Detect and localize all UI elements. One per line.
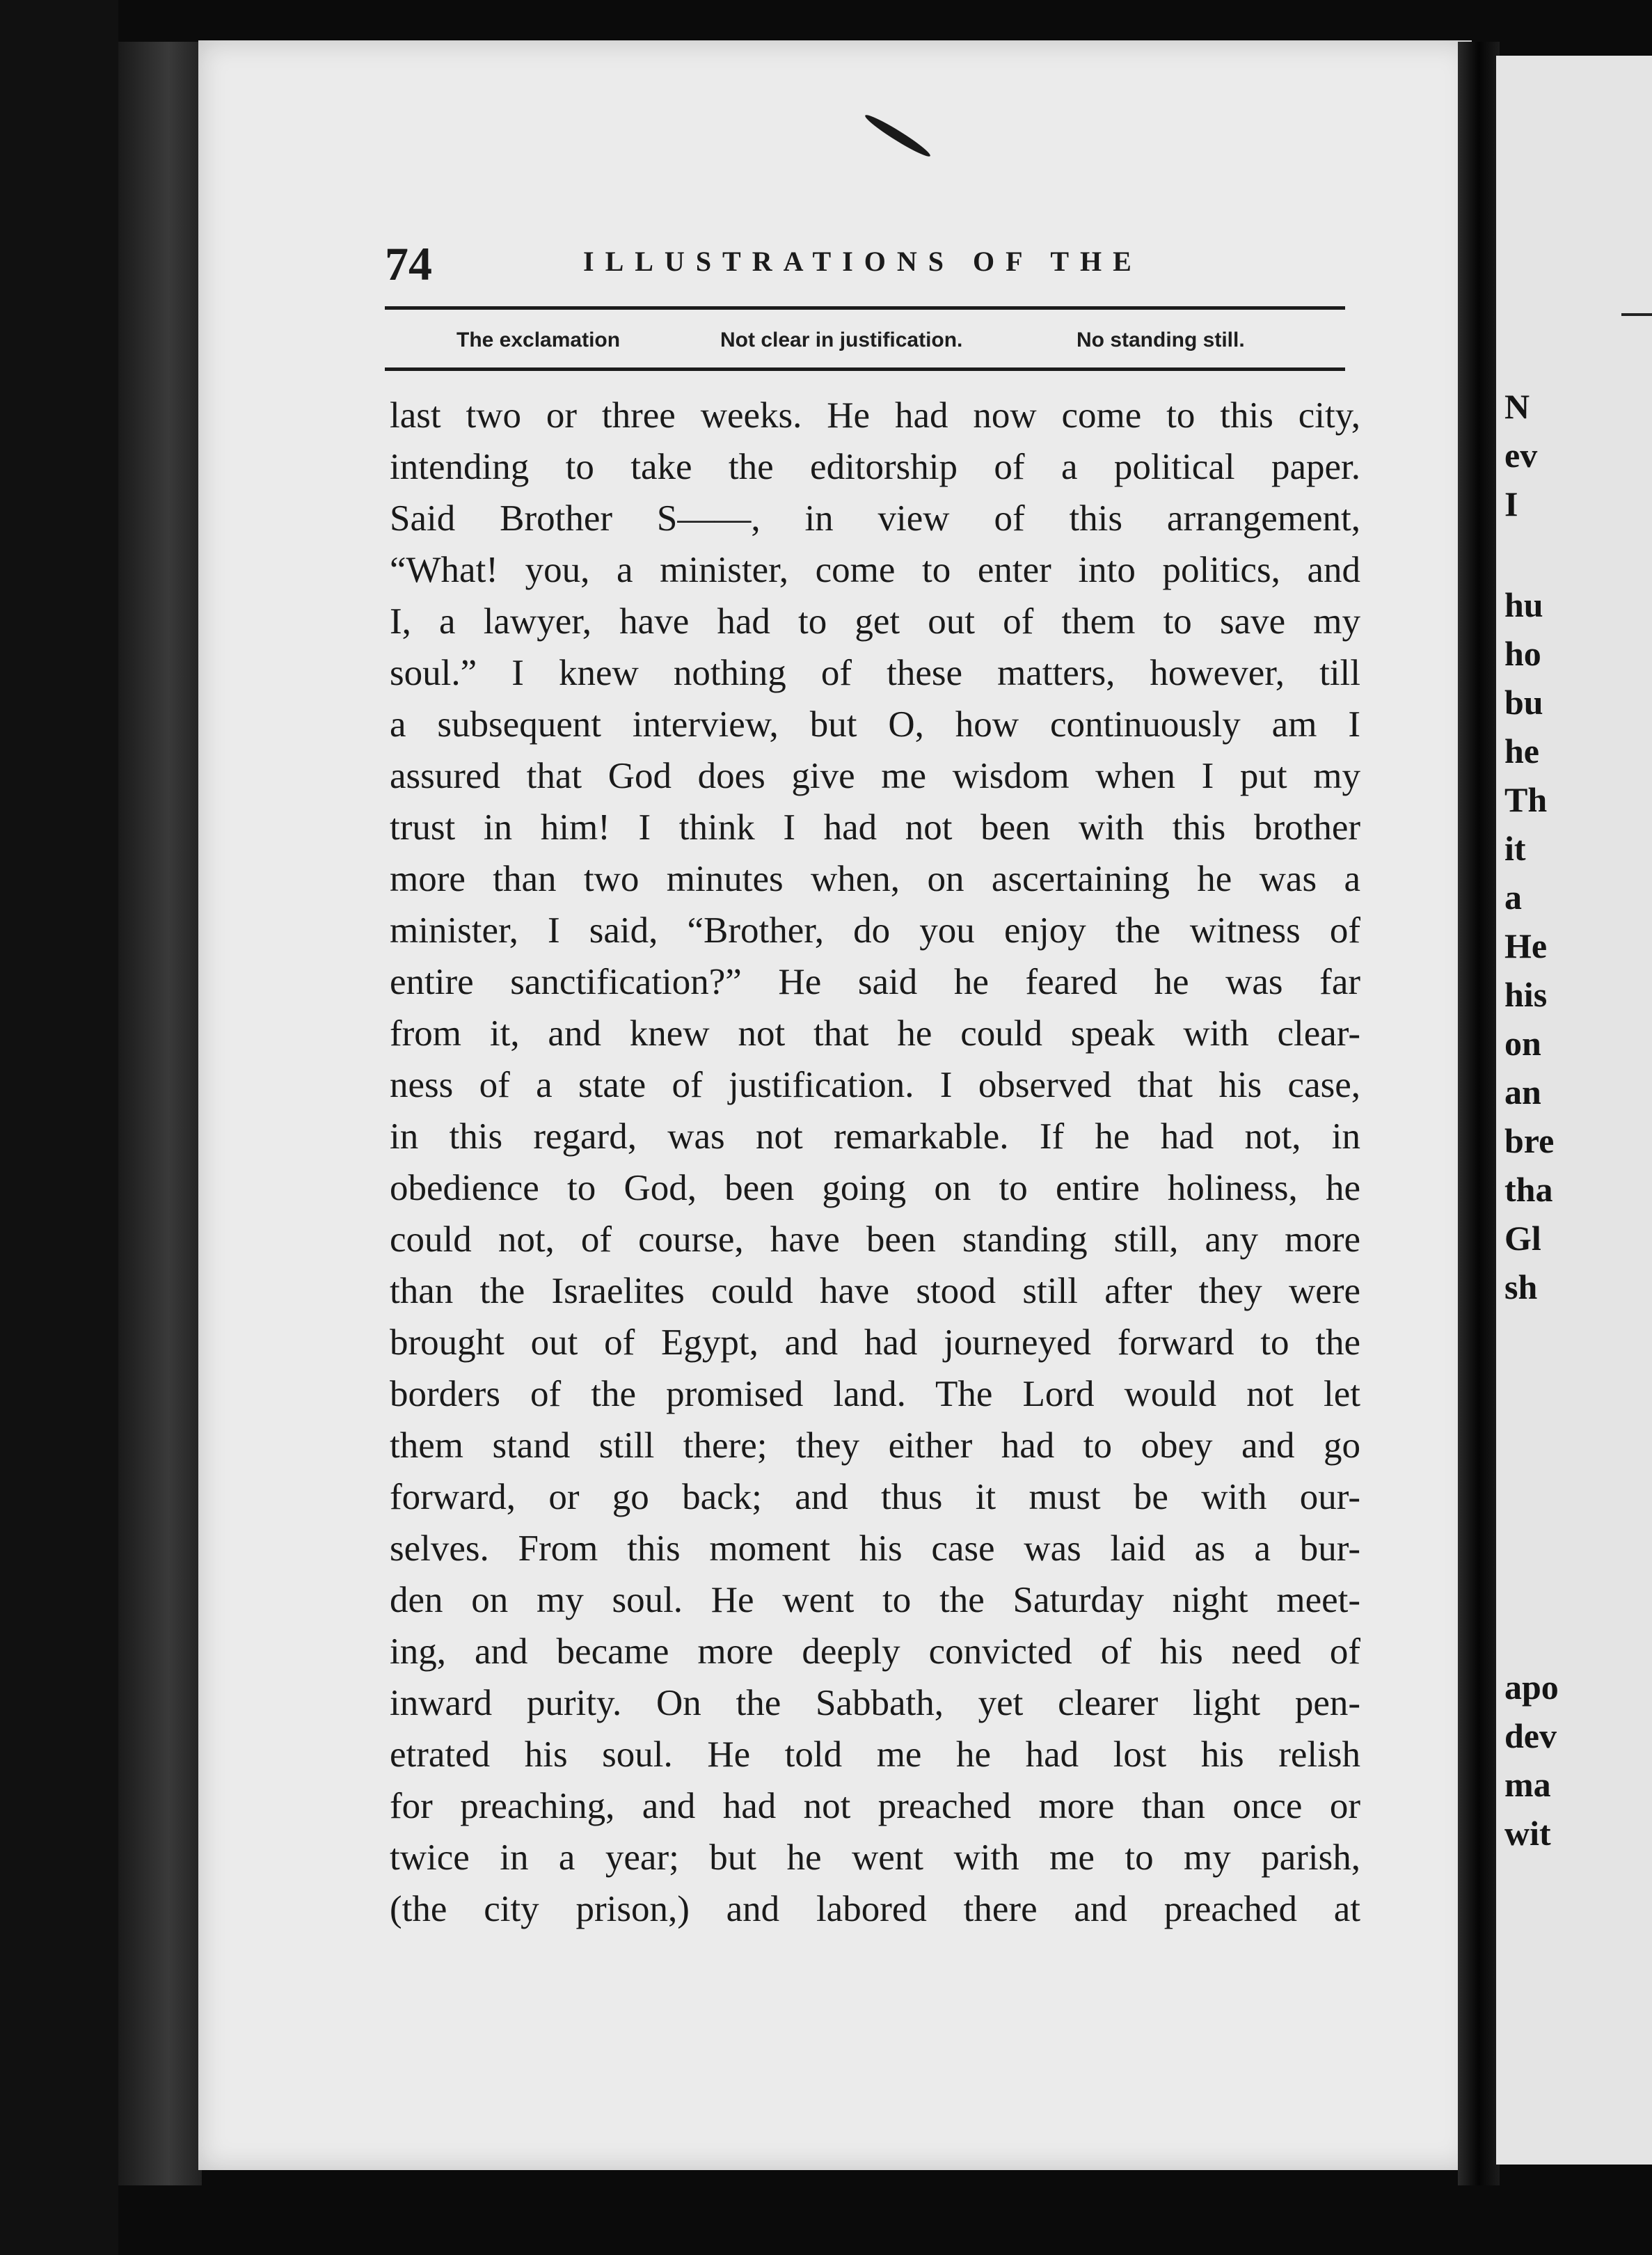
facing-page-line: wit (1504, 1814, 1551, 1853)
text-line: could not, of course, have been standing still, any more (390, 1219, 1360, 1260)
book-gutter (1458, 42, 1500, 2185)
facing-page-line: He (1504, 926, 1548, 965)
text-line: minister, I said, “Brother, do you enjoy the witness of (390, 910, 1360, 951)
facing-page-line: he (1504, 731, 1539, 770)
text-line: from it, and knew not that he could speak with clear- (390, 1013, 1360, 1054)
facing-page-line: ev (1504, 436, 1538, 475)
page-number: 74 (385, 237, 432, 290)
text-line: entire sanctification?” He said he feared he was far (390, 962, 1360, 1002)
text-line: soul.” I knew nothing of these matters, however, till (390, 653, 1360, 693)
book-edge (118, 42, 202, 2185)
facing-page-line: I (1504, 484, 1518, 523)
topic-heading: Not clear in justification. (720, 329, 963, 351)
header-rule-bottom (385, 367, 1345, 371)
facing-page-line: dev (1504, 1716, 1557, 1755)
topic-heading: No standing still. (1077, 329, 1245, 351)
text-line: for preaching, and had not preached more than once or (390, 1786, 1360, 1826)
scan-left-margin (0, 0, 118, 2255)
text-line: than the Israelites could have stood still after they were (390, 1271, 1360, 1311)
facing-page-line: bre (1504, 1121, 1555, 1160)
facing-page-line: apo (1504, 1668, 1559, 1707)
facing-page-line: his (1504, 975, 1548, 1014)
facing-page-line: ho (1504, 634, 1541, 673)
text-line: “What! you, a minister, come to enter into politics, and (390, 550, 1360, 590)
facing-page-line: N (1504, 387, 1530, 426)
text-line: trust in him! I think I had not been with this brother (390, 807, 1360, 848)
body-text (390, 390, 1360, 1935)
text-line: etrated his soul. He told me he had lost his relish (390, 1734, 1360, 1775)
facing-page-line: ma (1504, 1765, 1551, 1804)
text-line: obedience to God, been going on to entire holiness, he (390, 1168, 1360, 1208)
text-line: inward purity. On the Sabbath, yet clearer light pen- (390, 1683, 1360, 1723)
text-line: den on my soul. He went to the Saturday night meet- (390, 1580, 1360, 1620)
facing-page-line: Th (1504, 780, 1548, 819)
text-line: Said Brother S——, in view of this arrangement, (390, 498, 1360, 539)
header-rule-top (385, 306, 1345, 310)
text-line: twice in a year; but he went with me to my parish, (390, 1837, 1360, 1878)
text-line: ness of a state of justification. I observed that his case, (390, 1065, 1360, 1105)
facing-page-line: tha (1504, 1170, 1553, 1209)
facing-page-line: hu (1504, 585, 1543, 624)
facing-page (1496, 56, 1652, 2165)
text-line: them stand still there; they either had to obey and go (390, 1425, 1360, 1466)
text-line: I, a lawyer, have had to get out of them to save my (390, 601, 1360, 642)
text-line: more than two minutes when, on ascertaining he was a (390, 859, 1360, 899)
facing-page-line: an (1504, 1073, 1541, 1111)
facing-page-line: Gl (1504, 1219, 1541, 1258)
facing-page-rule (1621, 313, 1652, 316)
running-title: ILLUSTRATIONS OF THE (583, 246, 1143, 277)
text-line: ing, and became more deeply convicted of his need of (390, 1631, 1360, 1672)
facing-page-line: it (1504, 829, 1526, 868)
text-line: selves. From this moment his case was laid as a bur- (390, 1528, 1360, 1569)
text-line: a subsequent interview, but O, how continuously am I (390, 704, 1360, 745)
text-line: (the city prison,) and labored there and preached at (390, 1889, 1360, 1929)
facing-page-line: on (1504, 1024, 1541, 1063)
text-line: brought out of Egypt, and had journeyed forward to the (390, 1322, 1360, 1363)
facing-page-line: a (1504, 878, 1522, 917)
text-line: in this regard, was not remarkable. If he had not, in (390, 1116, 1360, 1157)
facing-page-line: bu (1504, 683, 1543, 722)
facing-page-line: sh (1504, 1267, 1538, 1306)
topic-heading: The exclamation (456, 329, 621, 351)
topic-headings (385, 329, 1345, 356)
text-line: last two or three weeks. He had now come to this city, (390, 395, 1360, 436)
text-line: borders of the promised land. The Lord would not let (390, 1374, 1360, 1414)
text-line: intending to take the editorship of a political paper. (390, 447, 1360, 487)
text-line: assured that God does give me wisdom when I put my (390, 756, 1360, 796)
text-line: forward, or go back; and thus it must be with our- (390, 1477, 1360, 1517)
